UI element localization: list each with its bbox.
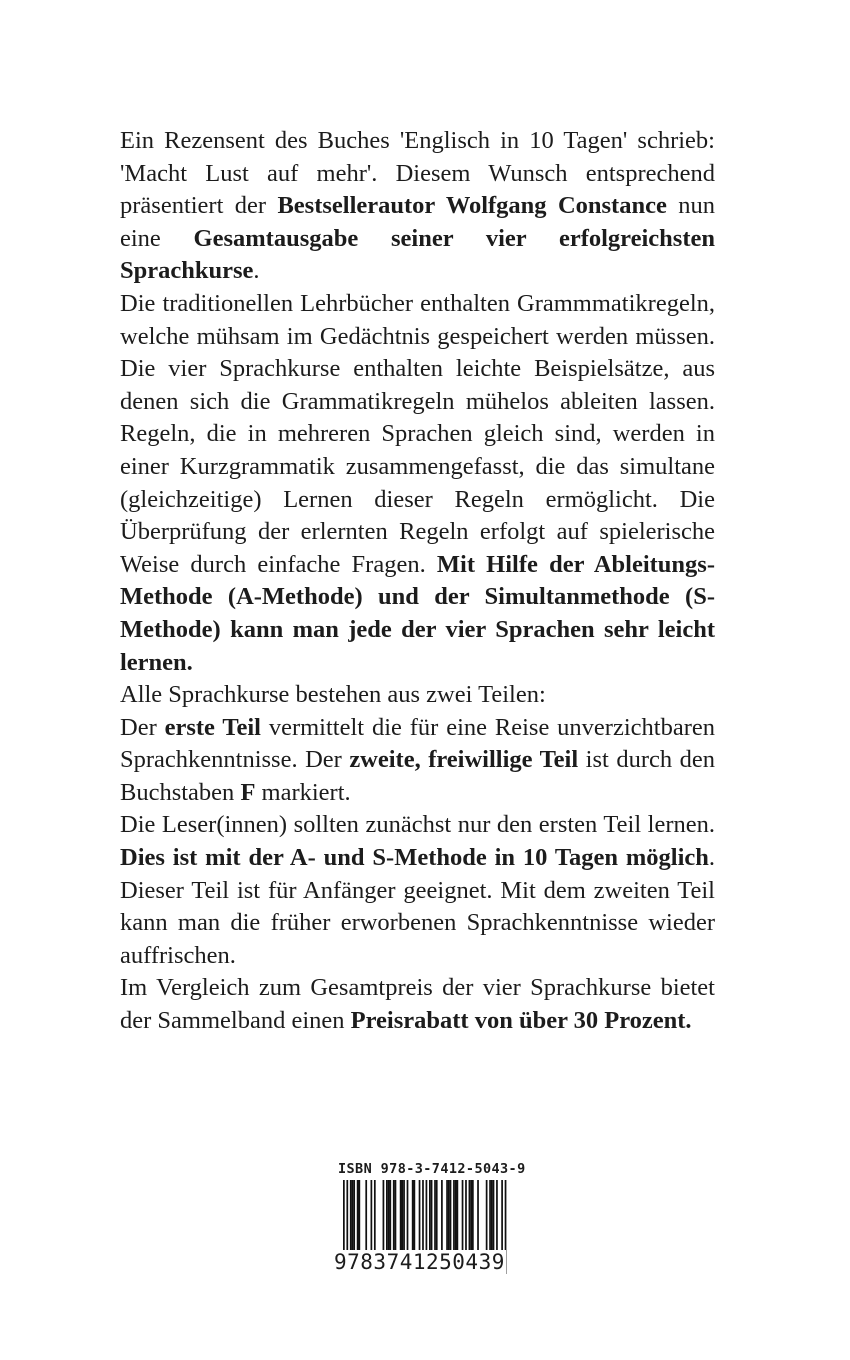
paragraph (120, 679, 715, 712)
text-run: Die traditionellen Lehrbücher enthalten Grammmatikregeln, welche mühsam im Gedächtnis gespeichert werden müssen. Die vier Sprachkurse enthalten leichte Beispielsätze, aus denen sich die Grammatikregeln mühelos ableiten lassen. Regeln, die in mehreren Sprachen gleich sind, werden in einer Kurzgrammatik zusammengefasst, die das simultane (gleichzeitige) Lernen dieser Regeln ermöglicht. Die Überprüfung der erlernten Regeln erfolgt auf spielerische Weise durch einfache Fragen. (120, 289, 715, 578)
paragraph (120, 809, 715, 972)
barcode-bar (441, 1180, 443, 1260)
text-run: Der (120, 713, 165, 741)
barcode-bar (395, 1180, 397, 1260)
barcode-bar (407, 1180, 409, 1260)
barcode-bar (388, 1180, 390, 1260)
barcode-bar (431, 1180, 433, 1260)
text-run: vermittelt die für eine Reise unverzichtbaren Sprachkenntnisse. Der (120, 713, 715, 774)
ean-digits: 9783741250439 (334, 1250, 505, 1274)
bold-text: zweite, freiwillige Teil (349, 746, 579, 774)
barcode-bar (477, 1180, 479, 1260)
barcode-bar (453, 1180, 455, 1260)
bold-text: Gesamtausgabe seiner vier erfolgreichsten Sprachkurse (120, 224, 715, 285)
paragraph (120, 288, 715, 679)
text-run: Ein Rezensent des Buches 'Englisch in 10 Tagen' schrieb: 'Macht Lust auf mehr'. Diesem Wunsch entsprechend präsentiert der (120, 127, 715, 220)
text-run: markiert. (255, 778, 351, 806)
barcode-bar (403, 1180, 405, 1260)
text-run: nun eine (120, 192, 715, 252)
barcode-bar (472, 1180, 474, 1260)
barcode-bar (357, 1180, 359, 1260)
paragraph (120, 972, 715, 1037)
barcode-block (333, 1161, 526, 1274)
isbn-label: ISBN 978-3-7412-5043-9 (338, 1161, 526, 1177)
bold-text: erste Teil (164, 713, 261, 741)
barcode-bar (389, 1180, 391, 1260)
barcode-bar (371, 1180, 373, 1260)
bold-text: Dies ist mit der A- und S-Methode in 10 Tagen möglich (120, 844, 709, 872)
barcode-bar (462, 1180, 464, 1260)
barcode-bar (469, 1180, 471, 1260)
text-run: ist durch den Buchstaben (120, 746, 715, 806)
barcode-bar (455, 1180, 457, 1260)
barcode-bar (436, 1180, 438, 1260)
barcode-bar (465, 1180, 467, 1260)
barcode-bar (400, 1180, 402, 1260)
barcode-bar (489, 1180, 491, 1260)
barcode-bar (450, 1180, 452, 1260)
barcode-bar (429, 1180, 431, 1260)
barcode-bar (374, 1180, 376, 1260)
barcode-bar (457, 1180, 459, 1260)
barcode-bar (491, 1180, 493, 1260)
paragraph (120, 712, 715, 810)
paragraph (120, 125, 715, 288)
barcode-bar (383, 1180, 385, 1260)
barcode-bar (365, 1180, 367, 1260)
barcode-bar (352, 1180, 354, 1260)
barcode-bar (350, 1180, 352, 1260)
text-run: . (253, 257, 260, 285)
barcode-bar (470, 1180, 472, 1260)
barcode-bar (414, 1180, 416, 1260)
barcode-bar (386, 1180, 388, 1260)
bold-text: Bestsellerautor Wolfgang Constance (277, 192, 667, 220)
barcode-bar (412, 1180, 414, 1260)
barcode-bar (446, 1180, 448, 1260)
barcode-bar (401, 1180, 403, 1260)
barcode-bar (434, 1180, 436, 1260)
text-run: . Dieser Teil ist für Anfänger geeignet. Mit dem zweiten Teil kann man die früher erworbenen Sprachkenntnisse wieder auffrischen. (120, 844, 715, 969)
barcode-bar (486, 1180, 488, 1260)
barcode-bar (353, 1180, 355, 1260)
barcode-bar (496, 1180, 498, 1260)
barcode-bar (358, 1180, 360, 1260)
bold-text: Preisrabatt von über 30 Prozent. (350, 1007, 692, 1035)
text-run: Die Leser(innen) sollten zunächst nur den ersten Teil lernen. (120, 811, 715, 839)
blurb-text (120, 125, 715, 1038)
bold-text: Mit Hilfe der AbleitungsMethode (A-Methode) und der Simultanmethode (S-Methode) kann man jede der vier Sprachen sehr leicht lernen. (120, 550, 716, 676)
text-run: Im Vergleich zum Gesamtpreis der vier Sprachkurse bietet der Sammelband einen (120, 974, 715, 1035)
barcode-bar (493, 1180, 495, 1260)
barcode-bar (448, 1180, 450, 1260)
barcode-bar (393, 1180, 395, 1260)
barcode-bar (419, 1180, 421, 1260)
bold-text: F (240, 778, 256, 806)
text-run: Alle Sprachkurse bestehen aus zwei Teilen: (120, 681, 546, 709)
